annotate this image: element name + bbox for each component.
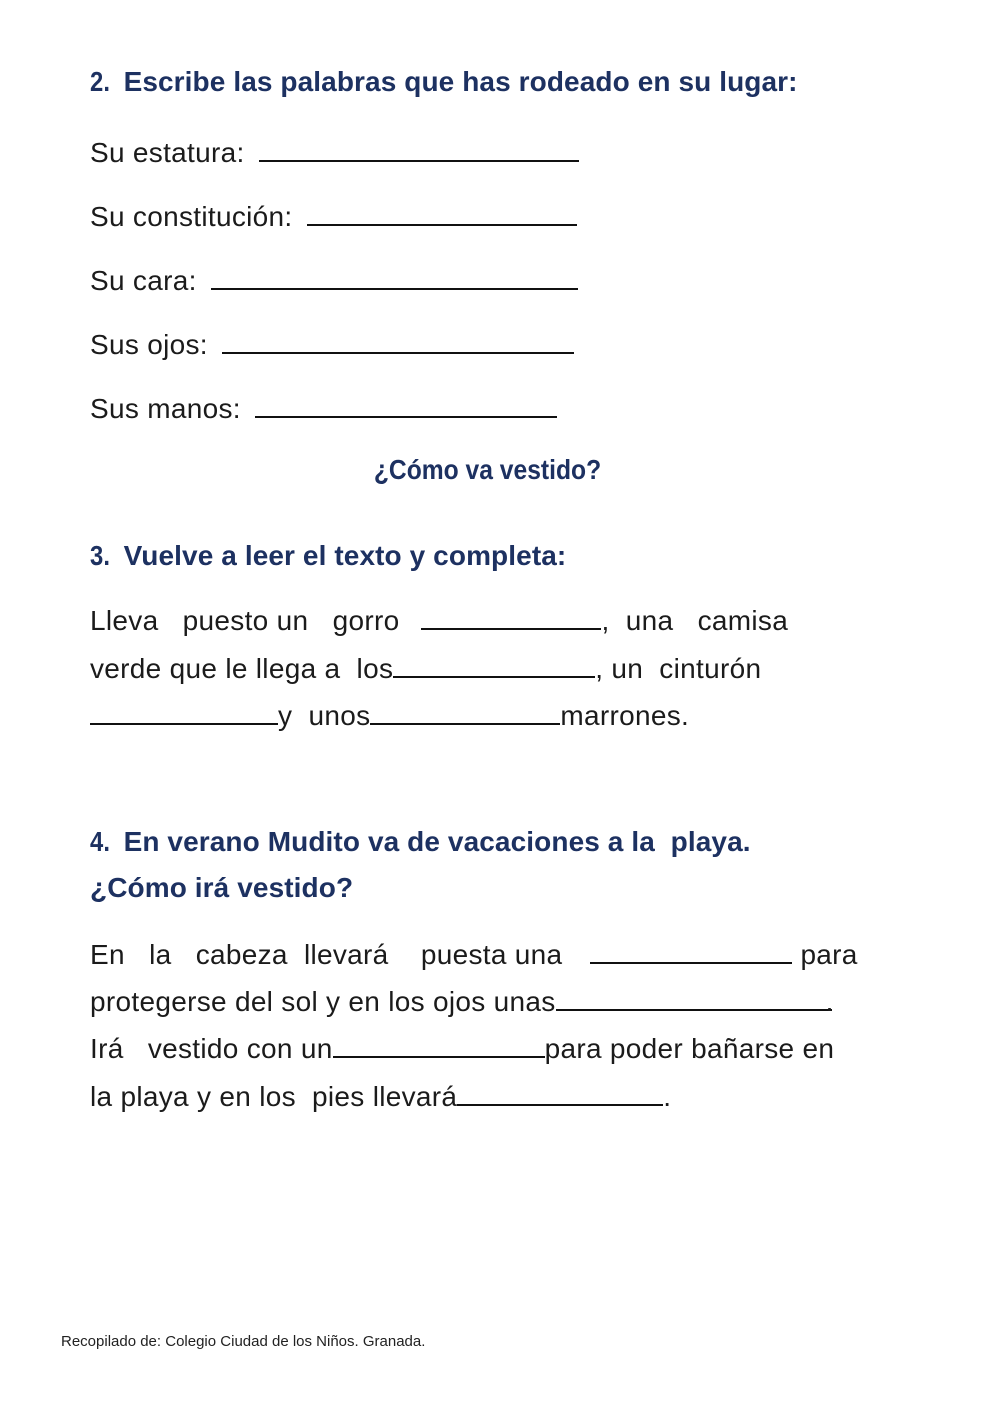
section-4-title-line-2: ¿Cómo irá vestido? [90, 872, 354, 903]
text-segment: Lleva puesto un gorro [90, 605, 400, 636]
answer-blank-chanclas[interactable] [457, 1082, 663, 1106]
answer-blank-banador[interactable] [333, 1034, 545, 1058]
field-constitucion [90, 201, 577, 233]
answer-blank-camisa[interactable] [393, 654, 595, 678]
section-4-line-4 [90, 1081, 671, 1113]
field-manos [90, 393, 557, 425]
field-label: Su cara: [90, 265, 197, 296]
section-4-heading [90, 826, 751, 858]
answer-blank-constitucion[interactable] [307, 202, 577, 226]
text-segment: verde que le llega a los [90, 653, 394, 684]
text-segment: En la cabeza llevará puesta una [90, 939, 563, 970]
section-3-line-1 [90, 605, 788, 637]
text-segment: para poder bañarse en [544, 1033, 835, 1064]
text-segment: , una camisa [601, 605, 789, 636]
field-label: Su constitución: [90, 201, 293, 232]
section-4-title-line-1: En verano Mudito va de vacaciones a la playa. [123, 826, 751, 857]
footer-source: Recopilado de: Colegio Ciudad de los Niños. Granada. [61, 1333, 426, 1350]
answer-blank-gafas[interactable] [556, 987, 832, 1011]
text-segment: la playa y en los pies llevará [90, 1081, 458, 1112]
field-ojos [90, 329, 574, 361]
section-4-number: 4. [90, 826, 111, 857]
answer-blank-gorro[interactable] [421, 606, 601, 630]
field-label: Sus ojos: [90, 329, 208, 360]
section-3-number: 3. [90, 540, 111, 571]
text-segment: para [800, 939, 858, 970]
answer-blank-cinturon[interactable] [90, 701, 278, 725]
text-segment: y unos [278, 700, 371, 731]
field-estatura [90, 137, 579, 169]
text-segment: , un cinturón [595, 653, 762, 684]
section-2-heading [90, 66, 798, 98]
subtitle-como-va-vestido: ¿Cómo va vestido? [373, 454, 602, 485]
text-segment: marrones. [560, 700, 690, 731]
section-4-line-3 [90, 1033, 834, 1065]
section-3-title: Vuelve a leer el texto y completa: [123, 540, 567, 571]
answer-blank-ojos[interactable] [222, 330, 574, 354]
answer-blank-gorra[interactable] [590, 940, 792, 964]
field-label: Su estatura: [90, 137, 245, 168]
section-3-line-2 [90, 653, 761, 685]
section-2-number: 2. [90, 66, 111, 97]
answer-blank-manos[interactable] [255, 394, 557, 418]
text-segment: Irá vestido con un [90, 1033, 333, 1064]
field-label: Sus manos: [90, 393, 241, 424]
field-cara [90, 265, 578, 297]
section-3-heading [90, 540, 566, 572]
text-segment: . [825, 986, 834, 1017]
answer-blank-cara[interactable] [211, 266, 578, 290]
text-segment: protegerse del sol y en los ojos unas [90, 986, 556, 1017]
section-4-line-1 [90, 939, 858, 971]
section-3-line-3 [90, 700, 689, 732]
answer-blank-zapatos[interactable] [370, 701, 560, 725]
text-segment: . [663, 1081, 672, 1112]
section-2-title: Escribe las palabras que has rodeado en su lugar: [123, 66, 798, 97]
section-4-line-2 [90, 986, 834, 1018]
answer-blank-estatura[interactable] [259, 138, 579, 162]
